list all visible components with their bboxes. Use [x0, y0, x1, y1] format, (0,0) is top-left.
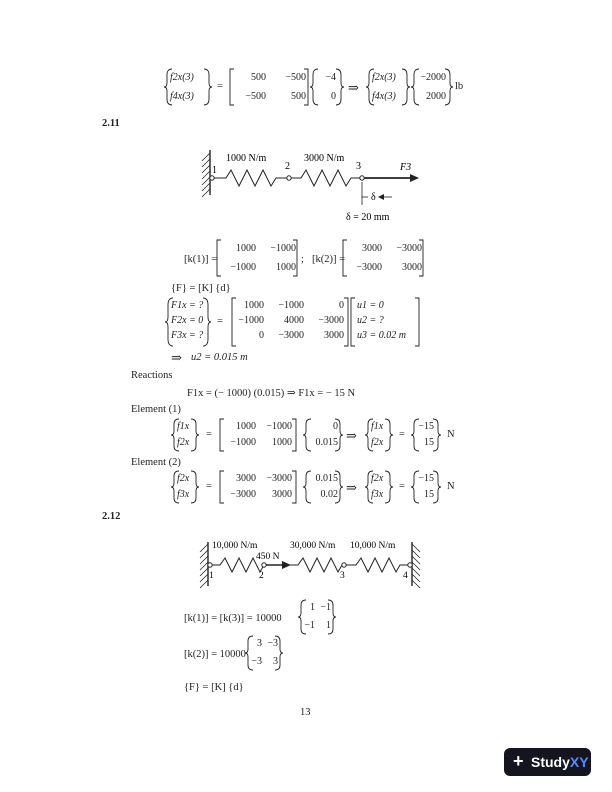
- cell: f1x: [371, 421, 384, 432]
- el2-arrow: ⇒: [346, 480, 357, 495]
- figure-2-12: [194, 532, 426, 596]
- cell: −1000: [270, 243, 296, 254]
- cell: −3000: [230, 489, 256, 500]
- cell: 0: [339, 300, 344, 311]
- el2-lhs: [177, 473, 189, 500]
- el2-d: [308, 473, 338, 500]
- figure-2-11: [196, 145, 426, 225]
- fig212-n4: 4: [403, 571, 408, 581]
- top-lhs-f4: f4x(3): [170, 91, 194, 102]
- k2-label: [k(2)] =: [312, 254, 346, 265]
- cell: −3000: [278, 330, 304, 341]
- cell: 0.015: [315, 473, 338, 484]
- cell: −1000: [278, 300, 304, 311]
- top-equals: =: [217, 81, 223, 92]
- el2-lhs2: [371, 473, 383, 500]
- k1-label: [k(1)] =: [184, 254, 218, 265]
- fig212-k1: 10,000 N/m: [212, 541, 258, 551]
- dvec: [357, 300, 406, 341]
- fig212-k2: 30,000 N/m: [290, 541, 336, 551]
- cell: 3000: [236, 473, 256, 484]
- el2-unit: N: [447, 481, 455, 492]
- k1-matrix: [222, 243, 296, 273]
- cell: 1: [326, 620, 331, 631]
- cell: 1000: [272, 437, 292, 448]
- cell: −3000: [318, 315, 344, 326]
- top-unit: lb: [455, 81, 464, 92]
- fig211-n2: 2: [285, 161, 290, 172]
- cell: 4000: [284, 315, 304, 326]
- cell: 0: [259, 330, 264, 341]
- fig211-force: F3: [400, 162, 412, 173]
- el1-res: [414, 421, 434, 448]
- cell: −1000: [266, 421, 292, 432]
- cell: −1: [320, 602, 331, 613]
- cell: f3x: [177, 489, 190, 500]
- k2-212-label: [k(2)] = 10000: [184, 649, 246, 660]
- top-lhs-vector: [170, 72, 194, 102]
- cell: 3: [273, 656, 278, 667]
- cell: −500: [245, 91, 266, 102]
- cell: −15: [418, 473, 434, 484]
- cell: u1 = 0: [357, 300, 384, 311]
- k2-matrix: [348, 243, 422, 273]
- cell: F3x = ?: [171, 330, 204, 341]
- top-res: [416, 72, 446, 102]
- cell: u3 = 0.02 m: [357, 330, 406, 341]
- cell: f2x: [177, 437, 190, 448]
- cell: −3000: [266, 473, 292, 484]
- el1-eq: =: [206, 429, 212, 440]
- semicolon: ;: [301, 254, 304, 265]
- top-matrix: [236, 72, 306, 102]
- top-res-lhs: [372, 72, 396, 102]
- reaction-eq: F1x = (− 1000) (0.015) ⇒ F1x = − 15 N: [187, 388, 356, 399]
- cell: 3000: [402, 262, 422, 273]
- top-arrow: ⇒: [348, 80, 359, 95]
- cell: 3000: [272, 489, 292, 500]
- element-1-label: Element (1): [131, 404, 181, 415]
- cell: −2000: [420, 72, 446, 83]
- cell: 1000: [244, 300, 264, 311]
- brand-name: [531, 754, 589, 770]
- k2-212-matrix: [250, 638, 278, 667]
- top-lhs-brace-r: [203, 68, 213, 106]
- Fvec: [171, 300, 203, 341]
- studyxy-badge[interactable]: [504, 748, 591, 776]
- cell: −1000: [230, 262, 256, 273]
- cell: f2x: [371, 473, 384, 484]
- cell: 500: [291, 91, 306, 102]
- cell: −3000: [356, 262, 382, 273]
- cell: −1000: [230, 437, 256, 448]
- top-lhs-f2: f2x(3): [170, 72, 194, 83]
- cell: 1: [310, 602, 315, 613]
- el1-d: [308, 421, 338, 448]
- el2-eq: =: [206, 481, 212, 492]
- heading-2-11: 2.11: [102, 118, 120, 129]
- fig211-n1: 1: [212, 165, 217, 176]
- cell: 15: [424, 489, 434, 500]
- fig212-n2: 2: [259, 571, 264, 581]
- brand-study: Study: [531, 754, 570, 770]
- fig211-delta: δ: [371, 192, 376, 203]
- el1-arrow: ⇒: [346, 428, 357, 443]
- cell: F2x = 0: [171, 315, 204, 326]
- reactions-label: Reactions: [131, 370, 173, 381]
- el1-eq2: =: [399, 429, 405, 440]
- el1-unit: N: [447, 429, 455, 440]
- plus-icon: +: [513, 751, 524, 771]
- cell: 2000: [426, 91, 446, 102]
- cell: 3000: [362, 243, 382, 254]
- element-2-label: Element (2): [131, 457, 181, 468]
- cell: 1000: [236, 421, 256, 432]
- fig211-delta-val: δ = 20 mm: [346, 212, 390, 223]
- u2-arrow: ⇒: [171, 350, 182, 365]
- cell: f1x: [177, 421, 190, 432]
- k13-matrix: [303, 602, 331, 631]
- cell: −4: [325, 72, 336, 83]
- el1-lhs2: [371, 421, 383, 448]
- cell: f2x: [177, 473, 190, 484]
- cell: −3: [267, 638, 278, 649]
- fig212-k3: 10,000 N/m: [350, 541, 396, 551]
- cell: −500: [285, 72, 306, 83]
- fig212-n1: 1: [209, 571, 214, 581]
- cell: 1000: [236, 243, 256, 254]
- cell: f2x(3): [372, 72, 396, 83]
- cell: 3: [257, 638, 262, 649]
- fkd-eq-211: {F} = [K] {d}: [171, 283, 231, 294]
- cell: 3000: [324, 330, 344, 341]
- cell: 0: [333, 421, 338, 432]
- cell: 500: [251, 72, 266, 83]
- cell: −1: [304, 620, 315, 631]
- fig211-n3: 3: [356, 161, 361, 172]
- el2-k: [222, 473, 292, 500]
- fig211-k2: 3000 N/m: [304, 153, 345, 164]
- cell: 0: [331, 91, 336, 102]
- cell: f2x: [371, 437, 384, 448]
- brand-xy: XY: [569, 754, 589, 770]
- top-vec: [316, 72, 336, 102]
- sys-equals: =: [217, 316, 223, 327]
- heading-2-12: 2.12: [102, 511, 121, 522]
- cell: F1x = ?: [171, 300, 204, 311]
- page-number: 13: [300, 707, 311, 718]
- fig211-k1: 1000 N/m: [226, 153, 267, 164]
- u2-result: u2 = 0.015 m: [191, 352, 248, 363]
- fig212-n3: 3: [340, 571, 345, 581]
- fkd-eq-212: {F} = [K] {d}: [184, 682, 244, 693]
- cell: −3000: [396, 243, 422, 254]
- cell: 1000: [276, 262, 296, 273]
- cell: 15: [424, 437, 434, 448]
- cell: −1000: [238, 315, 264, 326]
- fig212-load: 450 N: [256, 552, 280, 562]
- el2-res: [414, 473, 434, 500]
- cell: 0.02: [320, 489, 338, 500]
- cell: f3x: [371, 489, 384, 500]
- cell: −15: [418, 421, 434, 432]
- cell: f4x(3): [372, 91, 396, 102]
- el1-k: [222, 421, 292, 448]
- cell: −3: [251, 656, 262, 667]
- el2-eq2: =: [399, 481, 405, 492]
- K-matrix: [232, 300, 344, 341]
- k13-label: [k(1)] = [k(3)] = 10000: [184, 613, 282, 624]
- el1-lhs: [177, 421, 189, 448]
- cell: 0.015: [315, 437, 338, 448]
- cell: u2 = ?: [357, 315, 384, 326]
